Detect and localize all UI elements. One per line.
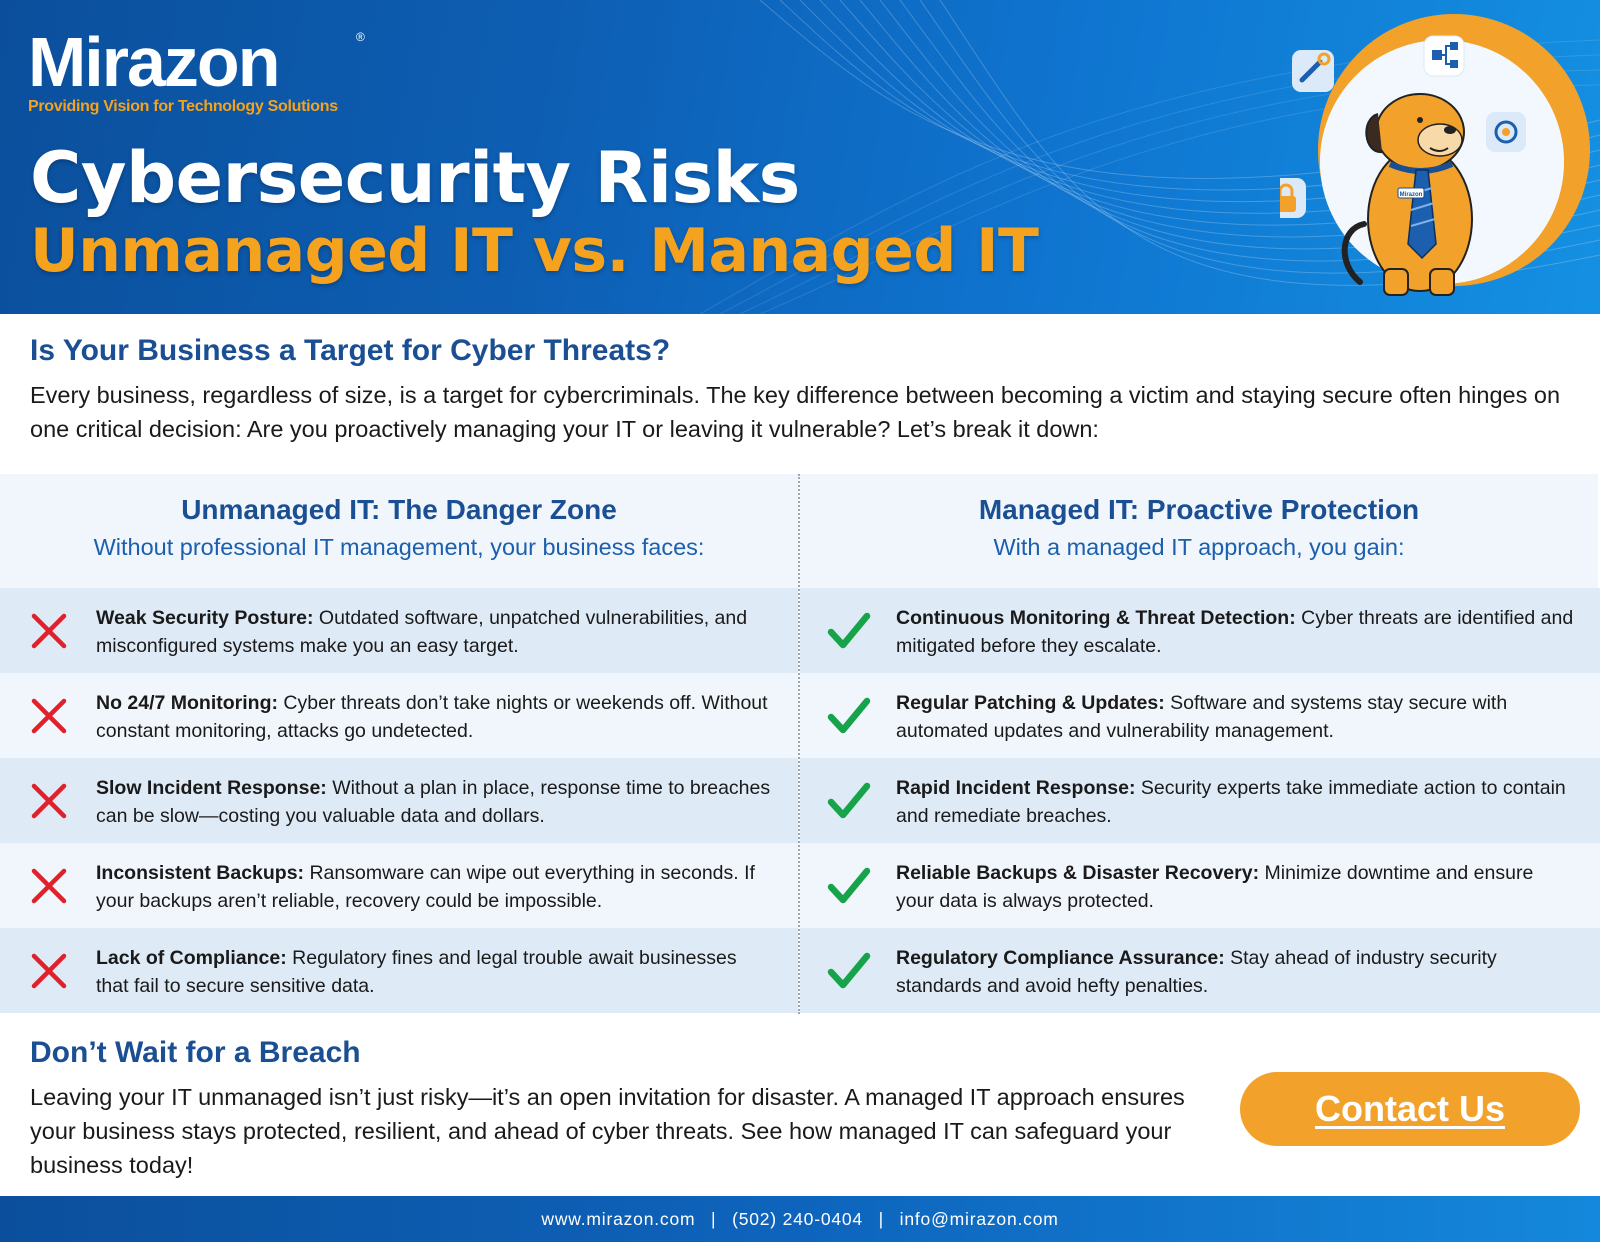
checkmark-icon [826, 948, 872, 994]
header-banner [0, 0, 1600, 314]
managed-title: Managed IT: Proactive Protection [978, 494, 1420, 525]
managed-row-label: Reliable Backups & Disaster Recovery: [896, 862, 1260, 884]
target-gear-icon [1486, 112, 1526, 152]
unmanaged-row-description: Outdated software, unpatched vulnerabilities, and misconfigured systems make you an easy target. [96, 607, 748, 657]
unmanaged-row-label: Lack of Compliance: [96, 947, 287, 969]
managed-subtitle: With a managed IT approach, you gain: [993, 534, 1405, 560]
dog-mascot-illustration [1280, 14, 1600, 314]
x-icon [26, 948, 72, 994]
unmanaged-row-text [96, 690, 774, 745]
managed-row-label: Regulatory Compliance Assurance: [896, 947, 1225, 969]
logo-tagline: Providing Vision for Technology Solutions [28, 98, 338, 115]
x-icon [26, 608, 72, 654]
managed-row-text [896, 945, 1576, 1000]
page-title: Cybersecurity Risks [30, 137, 800, 219]
checkmark-icon [826, 608, 872, 654]
managed-row [800, 588, 1600, 673]
registered-mark: ® [356, 30, 365, 44]
footer-email-link[interactable]: info@mirazon.com [899, 1209, 1059, 1229]
cta-heading: Don’t Wait for a Breach [30, 1036, 361, 1069]
unmanaged-row-label: Inconsistent Backups: [96, 862, 305, 884]
x-icon [26, 778, 72, 824]
page-subtitle: Unmanaged IT vs. Managed IT [30, 216, 1039, 286]
managed-row-text [896, 860, 1576, 915]
managed-row [800, 928, 1600, 1013]
checkmark-icon [826, 778, 872, 824]
managed-row-label: Regular Patching & Updates: [896, 692, 1165, 714]
unmanaged-row-text [96, 775, 774, 830]
unmanaged-column-header [0, 474, 798, 588]
footer-bar [0, 1196, 1600, 1242]
footer-website-link[interactable]: www.mirazon.com [541, 1209, 696, 1229]
unmanaged-row [0, 758, 798, 843]
mascot-badge: Mirazon [1399, 192, 1423, 198]
checkmark-icon [826, 693, 872, 739]
unmanaged-risk-list [0, 588, 798, 1013]
footer-separator: | [711, 1209, 717, 1229]
managed-benefit-list [800, 588, 1600, 1013]
contact-us-button[interactable]: Contact Us [1240, 1072, 1580, 1146]
unmanaged-row-label: No 24/7 Monitoring: [96, 692, 278, 714]
managed-row-description: Security experts take immediate action to contain and remediate breaches. [896, 777, 1566, 827]
managed-row-description: Stay ahead of industry security standards and avoid hefty penalties. [896, 947, 1497, 997]
footer-phone-link[interactable]: (502) 240-0404 [732, 1209, 863, 1229]
unmanaged-row-label: Weak Security Posture: [96, 607, 314, 629]
managed-row-description: Minimize downtime and ensure your data is always protected. [896, 862, 1534, 912]
checkmark-icon [826, 863, 872, 909]
unmanaged-subtitle: Without professional IT management, your business faces: [93, 534, 705, 560]
managed-row-label: Continuous Monitoring & Threat Detection: [896, 607, 1296, 629]
intro-heading: Is Your Business a Target for Cyber Threats? [30, 334, 671, 367]
managed-row-text [896, 775, 1576, 830]
managed-row-text [896, 690, 1576, 745]
managed-row-description: Software and systems stay secure with automated updates and vulnerability management. [896, 692, 1508, 742]
unmanaged-title: Unmanaged IT: The Danger Zone [181, 494, 617, 525]
unmanaged-row-text [96, 860, 774, 915]
unmanaged-row-description: Without a plan in place, response time to breaches can be slow—costing you valuable data and dollars. [96, 777, 771, 827]
managed-column-header [800, 474, 1598, 588]
managed-row-label: Rapid Incident Response: [896, 777, 1136, 799]
unmanaged-row [0, 843, 798, 928]
x-icon [26, 863, 72, 909]
managed-row [800, 843, 1600, 928]
unmanaged-row-description: Cyber threats don’t take nights or weekends off. Without constant monitoring, attacks go undetected. [96, 692, 768, 742]
unmanaged-row [0, 588, 798, 673]
x-icon [26, 693, 72, 739]
tools-icon [1292, 50, 1334, 92]
unmanaged-row-text [96, 605, 774, 660]
footer-separator: | [878, 1209, 884, 1229]
comparison-section [0, 474, 1600, 1014]
unmanaged-row [0, 928, 798, 1013]
unmanaged-row-description: Regulatory fines and legal trouble await businesses that fail to secure sensitive data. [96, 947, 737, 997]
unmanaged-row-description: Ransomware can wipe out everything in seconds. If your backups aren’t reliable, recovery could be impossible. [96, 862, 755, 912]
unmanaged-row-text [96, 945, 774, 1000]
network-icon [1424, 36, 1464, 76]
managed-row [800, 758, 1600, 843]
managed-row [800, 673, 1600, 758]
unmanaged-row [0, 673, 798, 758]
cta-paragraph: Leaving your IT unmanaged isn’t just risky—it’s an open invitation for disaster. A managed IT approach ensures your business stays protected, resilient, and ahead of cyber threats. See how managed IT can safeguard your business today! [30, 1084, 1185, 1178]
managed-row-description: Cyber threats are identified and mitigated before they escalate. [896, 607, 1574, 657]
managed-row-text [896, 605, 1576, 660]
logo-wordmark: Mirazon [28, 23, 279, 101]
mirazon-logo[interactable] [28, 23, 365, 116]
unmanaged-row-label: Slow Incident Response: [96, 777, 327, 799]
intro-paragraph: Every business, regardless of size, is a target for cybercriminals. The key difference between becoming a victim and staying secure often hinges on one critical decision: Are you proactively managing your IT or leaving it vulnerable? Let’s break it down: [30, 382, 1561, 442]
padlock-icon [1280, 178, 1306, 218]
